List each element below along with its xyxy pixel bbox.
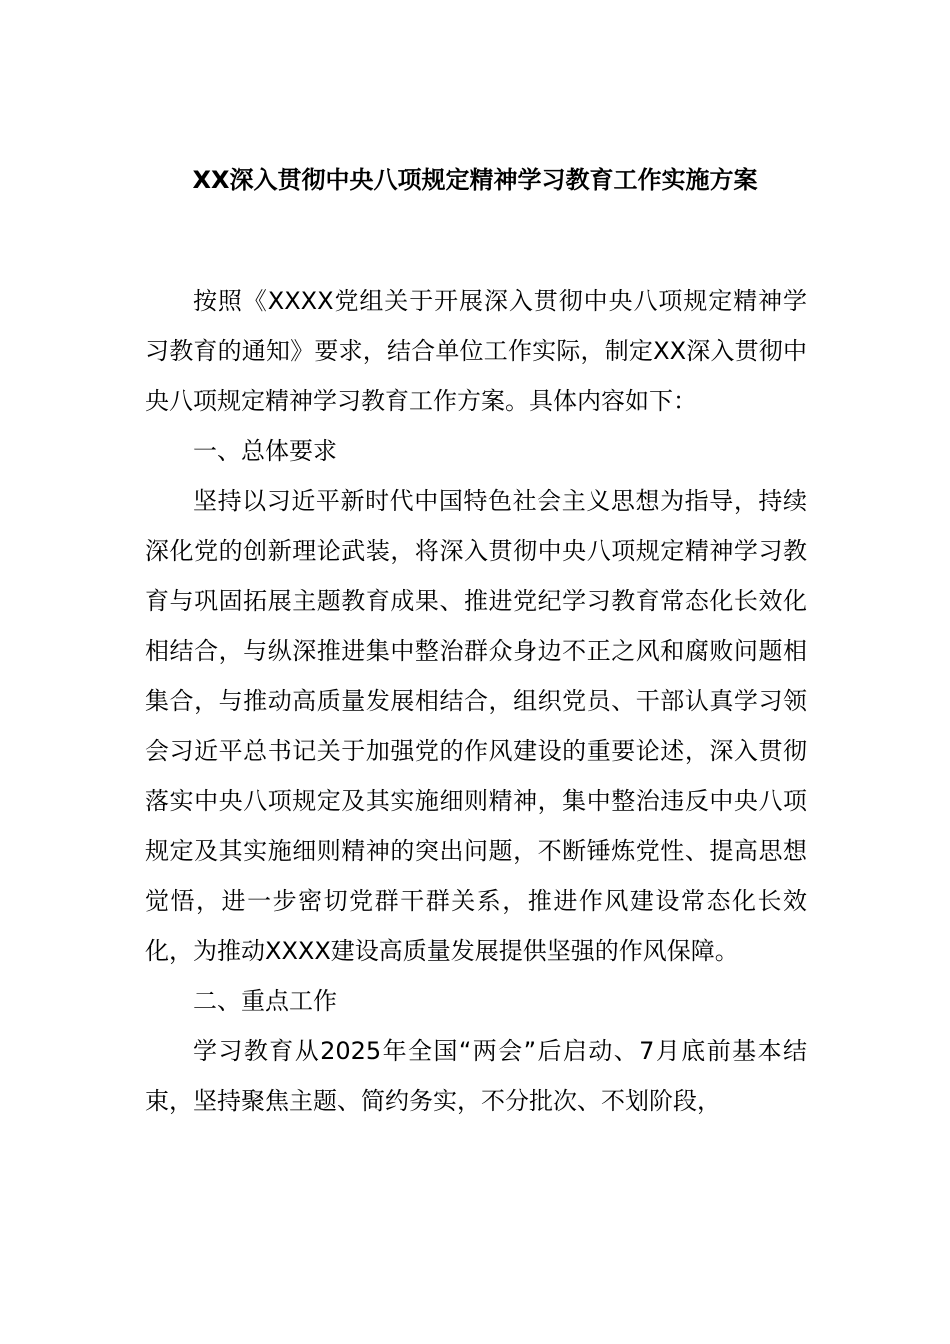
document-title: XX深入贯彻中央八项规定精神学习教育工作实施方案 xyxy=(192,166,758,194)
document-body xyxy=(145,276,807,1126)
intro-paragraph: 按照《XXXX党组关于开展深入贯彻中央八项规定精神学习教育的通知》要求，结合单位工作实际，制定XX深入贯彻中央八项规定精神学习教育工作方案。具体内容如下： xyxy=(145,287,807,415)
key-work-paragraph: 学习教育从2025年全国“两会”后启动、7月底前基本结束，坚持聚焦主题、简约务实，不分批次、不划阶段， xyxy=(145,1037,807,1115)
general-requirements-paragraph: 坚持以习近平新时代中国特色社会主义思想为指导，持续深化党的创新理论武装，将深入贯彻中央八项规定精神学习教育与巩固拓展主题教育成果、推进党纪学习教育常态化长效化相结合，与纵深推进集中整治群众身边不正之风和腐败问题相集合，与推动高质量发展相结合，组织党员、干部认真学习领会习近平总书记关于加强党的作风建设的重要论述，深入贯彻落实中央八项规定及其实施细则精神，集中整治违反中央八项规定及其实施细则精神的突出问题，不断锤炼党性、提高思想觉悟，进一步密切党群干群关系，推进作风建设常态化长效化，为推动XXXX建设高质量发展提供坚强的作风保障。 xyxy=(145,487,807,965)
section-heading-key-work: 二、重点工作 xyxy=(193,987,337,1015)
section-heading-general-requirements: 一、总体要求 xyxy=(193,437,337,465)
